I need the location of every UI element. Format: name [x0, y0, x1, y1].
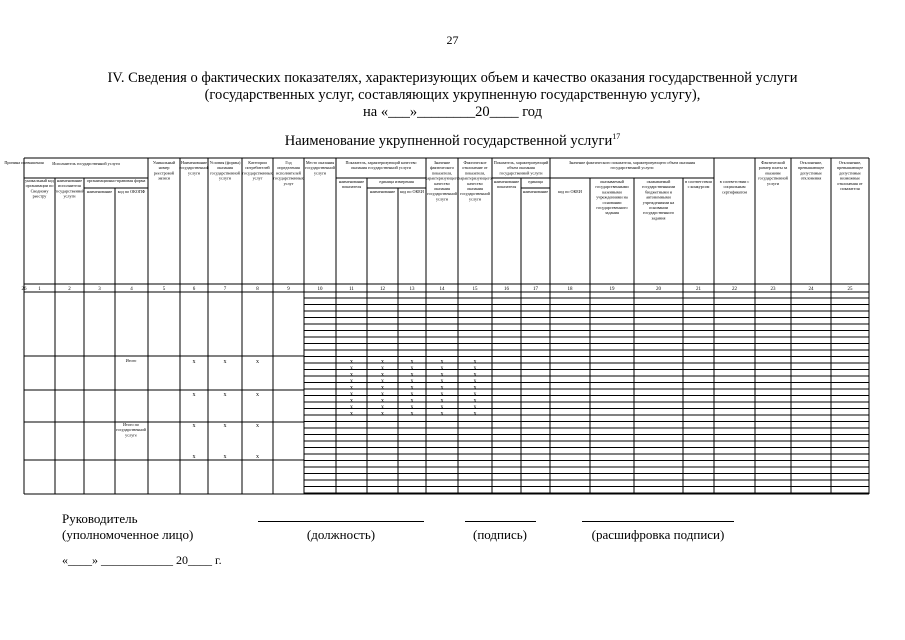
column-header-12: наименование: [369, 189, 396, 194]
x-mark: x: [410, 391, 414, 398]
x-mark: x: [223, 392, 227, 398]
group-header-volume-unit: единица: [528, 179, 543, 184]
x-mark: x: [192, 392, 196, 398]
x-mark: x: [381, 404, 384, 411]
x-mark: x: [350, 359, 353, 365]
x-mark: x: [350, 378, 353, 385]
signature-caption: (подпись): [473, 527, 527, 542]
column-number-3: 3: [98, 287, 101, 292]
x-mark: x: [381, 385, 384, 391]
x-mark: x: [473, 391, 477, 398]
x-mark: x: [256, 392, 259, 398]
signature-head-label: Руководитель: [62, 511, 138, 526]
service-name-heading: [0, 133, 905, 150]
column-number-11: 11: [349, 287, 354, 292]
x-mark: x: [410, 359, 414, 365]
column-header-18: код по ОКЕИ: [558, 189, 582, 194]
x-mark: x: [410, 372, 414, 378]
column-header-17: наименование: [522, 189, 549, 194]
position-caption: (должность): [306, 527, 376, 542]
x-mark: x: [473, 404, 477, 411]
column-header-1: уникальный код организации по Сводному реестру: [25, 178, 54, 199]
table-grid-lines: [21, 158, 869, 494]
position-line: [258, 521, 424, 522]
column-number-14: 14: [439, 287, 445, 292]
x-mark: x: [381, 398, 384, 404]
column-header-13: код по ОКЕИ: [400, 189, 424, 194]
column-number-7: 7: [223, 287, 227, 292]
x-mark: x: [440, 359, 444, 365]
x-mark: x: [192, 423, 196, 429]
decoding-line: [582, 521, 734, 522]
decoding-caption: (расшифровка подписи): [591, 527, 725, 542]
column-number-8: 8: [256, 287, 259, 292]
section-title-line2: (государственных услуг, составляющих укрупненную государственную услугу),: [204, 87, 701, 103]
report-table: [4, 158, 869, 494]
column-number-26: 26: [21, 287, 27, 292]
x-mark: x: [381, 372, 384, 378]
x-mark: x: [223, 423, 227, 429]
column-header-22: в соответствии с социальным сертификатом: [719, 179, 750, 195]
x-mark: x: [350, 398, 353, 404]
x-mark: x: [473, 372, 477, 378]
x-mark: x: [473, 359, 477, 365]
x-mark: x: [440, 398, 444, 404]
column-number-16: 16: [504, 287, 509, 292]
x-mark: x: [192, 359, 196, 365]
group-header-quality: Показатель, характеризующий качество оказания государственной услуги: [345, 160, 417, 171]
x-mark: x: [223, 359, 227, 365]
signature-line: [465, 521, 536, 522]
x-mark: x: [350, 365, 353, 372]
x-mark: x: [256, 423, 259, 429]
column-header-14: Значение фактического показателя, характеризующего качество оказания государственной услуги: [425, 160, 459, 202]
x-mark: x: [410, 378, 414, 385]
column-number-2: 2: [68, 287, 71, 292]
x-mark: x: [381, 359, 384, 365]
column-number-17: 17: [533, 287, 538, 292]
column-header-11: наименование показателя: [338, 179, 365, 190]
column-header-9: Год определения исполнителей государственных услуг: [273, 160, 304, 186]
x-mark: x: [473, 385, 477, 391]
group-header-org-form: организационно-правовая форма: [86, 178, 146, 183]
x-mark: x: [440, 385, 444, 391]
column-number-4: 4: [130, 287, 133, 292]
x-mark: x: [473, 378, 477, 385]
column-number-21: 21: [696, 287, 701, 292]
column-header-20: оказываемый государственными бюджетными и автономными учреждениями на основании государственного задания: [641, 179, 676, 221]
column-header-15: Фактическое отклонение от показателя, характеризующего качество оказания государственной услуги: [458, 160, 492, 202]
report-period: на «___»________20____ год: [363, 104, 542, 120]
x-mark: x: [473, 365, 477, 372]
column-number-5: 5: [162, 287, 166, 292]
x-mark: x: [350, 372, 353, 378]
service-name-text: Наименование укрупненной государственной услуги: [284, 133, 613, 149]
group-header-quality-unit: единица измерения: [379, 179, 414, 184]
column-number-9: 9: [287, 287, 290, 292]
column-header-5: Уникальный номер реестровой записи: [152, 160, 176, 181]
column-header-16: наименование показателя: [493, 179, 520, 190]
column-header-3: наименование: [86, 189, 113, 194]
x-mark: x: [440, 372, 444, 378]
x-mark: x: [350, 385, 353, 391]
group-header-volume-value: Значение фактического показателя, характеризующего объем оказания государственной услуги: [568, 160, 696, 171]
x-mark: x: [440, 365, 444, 372]
column-header-24: Отклонение, превышающее допустимые отклонения: [797, 160, 825, 181]
x-mark: x: [410, 385, 414, 391]
column-header-2: наименование исполнителя государственной услуги: [54, 178, 85, 199]
column-number-18: 18: [567, 287, 573, 292]
column-number-13: 13: [409, 287, 415, 292]
x-mark: x: [381, 365, 384, 372]
column-number-15: 15: [472, 287, 478, 292]
x-mark: x: [223, 454, 227, 460]
column-number-20: 20: [656, 287, 661, 292]
x-mark: x: [410, 365, 414, 372]
column-header-23: Фактический размер платы за оказание государственной услуги: [758, 160, 788, 186]
column-number-12: 12: [380, 287, 385, 292]
column-number-6: 6: [192, 287, 196, 292]
x-mark: x: [440, 378, 444, 385]
x-mark: x: [440, 411, 444, 417]
group-header-volume: Показатель, характеризующий объем оказания государственной услуги: [493, 160, 549, 176]
x-mark: x: [381, 411, 384, 417]
column-header-4: код по ОКОПФ: [117, 189, 146, 194]
x-mark: x: [256, 359, 259, 365]
x-mark: x: [473, 398, 477, 404]
column-header-26: Причина превышения: [4, 160, 44, 165]
column-number-22: 22: [732, 287, 737, 292]
footnote-ref: 17: [612, 132, 621, 142]
column-header-25: Отклонение, превышающее допустимые возможные отклонения от показателя: [836, 160, 864, 191]
column-number-23: 23: [770, 287, 776, 292]
x-mark: x: [350, 404, 353, 411]
column-header-19: оказываемый государственными казенными учреждениями на основании государственного задания: [595, 179, 629, 216]
x-mark: x: [192, 454, 196, 460]
x-mark: x: [410, 411, 414, 417]
column-header-8: Категории потребителей государственных услуг: [242, 160, 273, 181]
x-mark: x: [410, 398, 414, 404]
x-mark: x: [381, 391, 384, 398]
column-header-10: Место оказания государственной услуги: [305, 160, 335, 176]
x-mark: x: [410, 404, 414, 411]
row-label-total-by-service: Итого по государственной услуге: [116, 422, 146, 438]
column-number-10: 10: [317, 287, 323, 292]
x-mark: x: [256, 454, 259, 460]
x-mark: x: [350, 411, 353, 417]
column-header-7: Условия (формы) оказания государственной услуги: [209, 160, 241, 181]
x-mark: x: [440, 404, 444, 411]
column-number-19: 19: [609, 287, 615, 292]
column-number-1: 1: [38, 287, 41, 292]
row-label-total: Итого: [125, 358, 137, 363]
group-header-executor: Исполнитель государственной услуги: [52, 161, 120, 166]
signature-head-note: (уполномоченное лицо): [62, 527, 194, 542]
x-mark: x: [381, 378, 384, 385]
page-number: 27: [446, 33, 459, 47]
x-mark: x: [440, 391, 444, 398]
x-mark: x: [350, 391, 353, 398]
column-header-6: Наименование государственной услуги: [179, 160, 209, 176]
signature-date: «____» ____________ 20____ г.: [62, 553, 222, 567]
column-header-21: в соответствии с конкурсом: [685, 179, 712, 190]
section-title: IV. Сведения о фактических показателях, характеризующих объем и качество оказания государственной услуги: [107, 70, 798, 86]
column-number-25: 25: [847, 287, 853, 292]
x-mark: x: [473, 411, 477, 417]
column-number-24: 24: [808, 287, 814, 292]
